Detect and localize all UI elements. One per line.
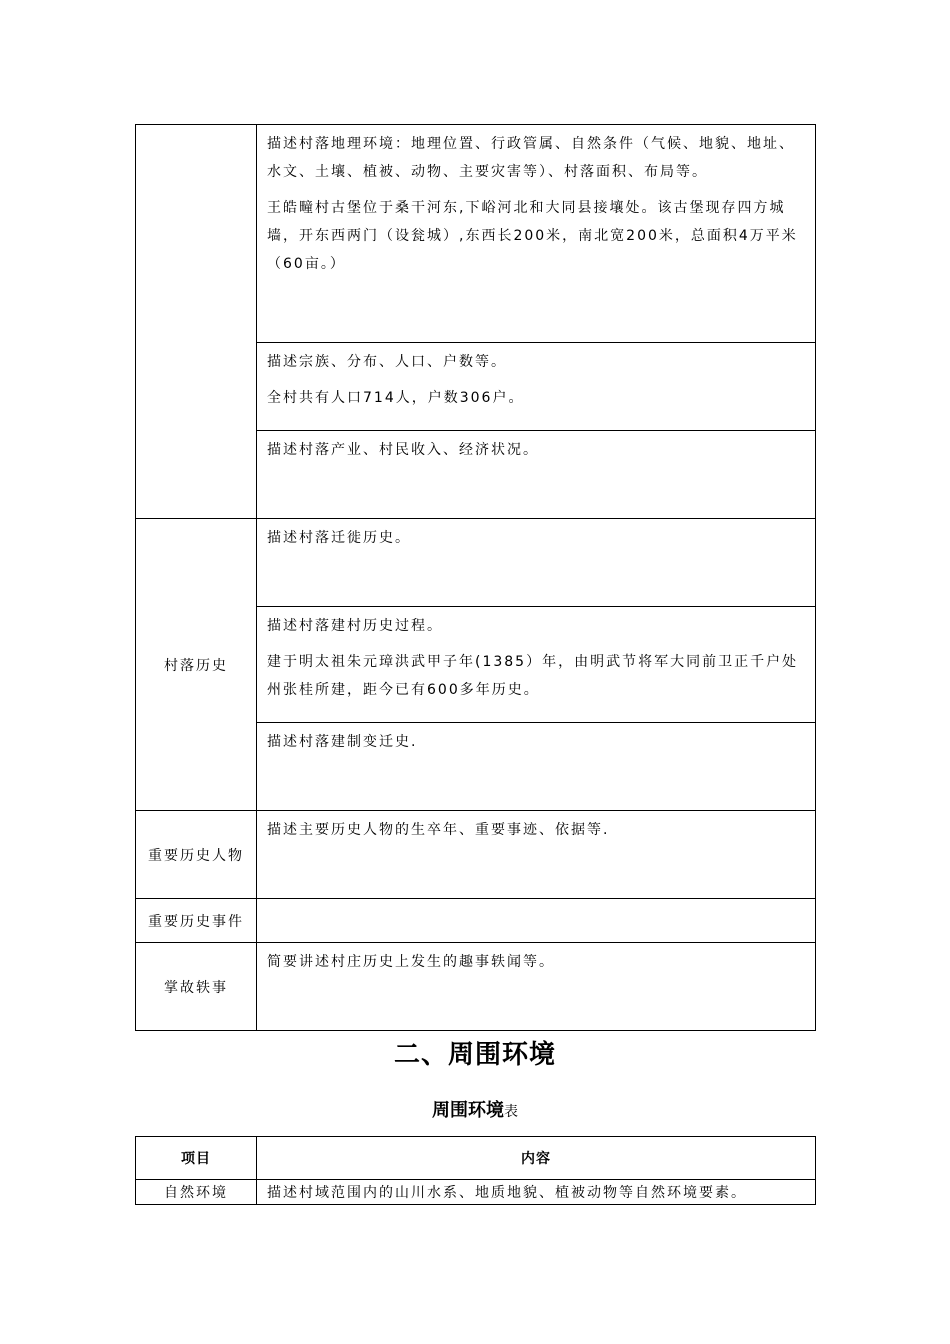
table-caption-main: 周围环境 [432, 1100, 504, 1121]
migration-prompt: 描述村落迁徙历史。 [267, 530, 411, 546]
migration-cell[interactable] [257, 519, 816, 607]
geo-cell[interactable] [257, 125, 816, 343]
geo-text: 王皓疃村古堡位于桑干河东,下峪河北和大同县接壤处。该古堡现存四方城墙，开东西两门（设瓮城）,东西长200米，南北宽200米，总面积4万平米（60亩。） [267, 200, 798, 272]
section-title: 二、周围环境 [393, 1040, 556, 1070]
header-content: 内容 [257, 1137, 816, 1180]
anecdotes-cell[interactable] [257, 943, 816, 1031]
anecdotes-label: 掌故轶事 [164, 979, 228, 996]
clan-prompt: 描述宗族、分布、人口、户数等。 [267, 354, 507, 370]
header-item: 项目 [136, 1137, 257, 1180]
geo-prompt: 描述村落地理环境：地理位置、行政管属、自然条件（气候、地貌、地址、水文、土壤、植被、动物、主要灾害等）、村落面积、布局等。 [267, 136, 795, 180]
events-cell[interactable] [257, 899, 816, 943]
clan-text: 全村共有人口714人，户数306户。 [267, 390, 525, 406]
events-label-cell [136, 899, 257, 943]
build-cell[interactable] [257, 607, 816, 723]
system-prompt: 描述村落建制变迁史. [267, 734, 418, 750]
people-prompt: 描述主要历史人物的生卒年、重要事迹、依据等. [267, 822, 610, 838]
history-label-cell [136, 519, 257, 811]
table-caption [0, 1096, 950, 1122]
build-text: 建于明太祖朱元璋洪武甲子年(1385）年，由明武节将军大同前卫正千户处州张桂所建，距今已有600多年历史。 [267, 654, 799, 698]
village-info-table [135, 124, 816, 1031]
natural-env-cell[interactable] [257, 1180, 816, 1205]
table-caption-suffix: 表 [504, 1104, 518, 1120]
anecdotes-prompt: 简要讲述村庄历史上发生的趣事轶闻等。 [267, 954, 555, 970]
people-cell[interactable] [257, 811, 816, 899]
surroundings-table [135, 1136, 816, 1205]
env-label-cell [136, 125, 257, 519]
natural-env-label: 自然环境 [136, 1180, 257, 1205]
build-prompt: 描述村落建村历史过程。 [267, 618, 443, 634]
history-label: 村落历史 [164, 657, 228, 674]
people-label: 重要历史人物 [148, 847, 244, 864]
natural-env-content: 描述村域范围内的山川水系、地质地貌、植被动物等自然环境要素。 [267, 1185, 747, 1201]
clan-cell[interactable] [257, 343, 816, 431]
econ-prompt: 描述村落产业、村民收入、经济状况。 [267, 442, 539, 458]
anecdotes-label-cell [136, 943, 257, 1031]
system-cell[interactable] [257, 723, 816, 811]
econ-cell[interactable] [257, 431, 816, 519]
people-label-cell [136, 811, 257, 899]
events-label: 重要历史事件 [148, 913, 244, 930]
